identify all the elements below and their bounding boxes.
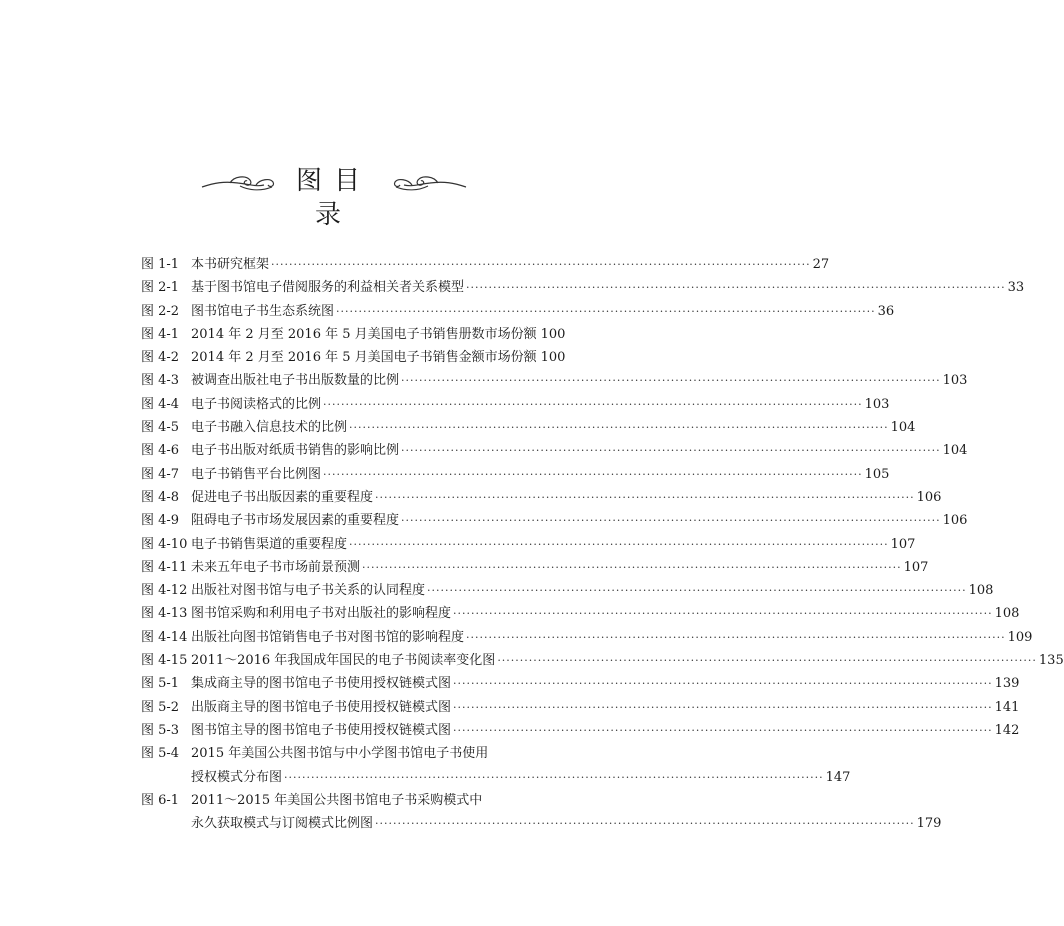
page-number: 100 [540,350,566,366]
leader-dots: ························································································································ [466,630,1006,644]
page-number: 107 [890,536,916,552]
page-number: 108 [968,583,994,599]
page-number: 147 [825,769,851,785]
leader-dots: ························································································································ [362,560,902,574]
figure-title: 出版商主导的图书馆电子书使用授权链模式图 [191,699,452,715]
leader-dots: ························································································································ [427,584,967,598]
figure-number: 图 4-10 [141,536,188,552]
leader-dots: ························································································································ [271,258,811,271]
right-ornament-icon [392,170,468,194]
figure-title: 2014 年 2 月至 2016 年 5 月美国电子书销售金额市场份额 [191,350,537,366]
page-number: 141 [994,699,1020,715]
figure-title: 集成商主导的图书馆电子书使用授权链模式图 [191,676,452,692]
leader-dots: ························································································································ [336,304,876,318]
figure-number: 图 4-12 [141,583,188,599]
page-number: 36 [877,303,895,319]
figure-title: 电子书出版对纸质书销售的影响比例 [191,443,400,459]
figure-number: 图 4-5 [141,420,180,436]
leader-dots: ························································································································ [375,817,915,831]
leader-dots: ························································································································ [349,537,889,551]
leader-dots: ························································································································ [453,723,993,737]
figure-title: 出版社向图书馆销售电子书对图书馆的影响程度 [191,629,465,645]
figure-title: 促进电子书出版因素的重要程度 [191,489,374,505]
figure-title: 图书馆电子书生态系统图 [191,303,335,319]
leader-dots: ························································································································ [453,677,993,691]
toc-entry[interactable] [141,253,830,276]
page-number: 33 [1007,280,1025,296]
toc-entry[interactable] [141,742,851,789]
figure-title: 电子书融入信息技术的比例 [191,420,348,436]
toc-entry[interactable] [141,393,890,416]
figure-title: 阻碍电子书市场发展因素的重要程度 [191,513,400,529]
toc-entry[interactable] [141,300,895,323]
toc-entry[interactable] [141,626,1033,649]
page-number: 179 [916,816,942,832]
figure-number: 图 4-11 [141,559,188,575]
figure-number: 图 4-9 [141,513,180,529]
page-number: 104 [890,420,916,436]
leader-dots: ························································································································ [323,397,863,411]
toc-entry[interactable] [141,509,968,532]
figure-title-continued: 授权模式分布图 [191,769,283,785]
figure-number: 图 4-4 [141,396,180,412]
page-number: 135 [1038,653,1064,669]
figure-number: 图 4-2 [141,350,180,366]
figure-number: 图 4-6 [141,443,180,459]
toc-entry[interactable] [141,672,1020,695]
toc-entry[interactable] [141,323,566,346]
page-number: 142 [994,722,1020,738]
figure-title: 2011～2015 年美国公共图书馆电子书采购模式中 [191,792,483,808]
page-number: 27 [812,257,830,272]
page-number: 100 [540,326,566,342]
figure-number: 图 4-8 [141,489,180,505]
figure-title-continued: 永久获取模式与订阅模式比例图 [191,816,374,832]
toc-entry[interactable] [141,556,929,579]
figure-number: 图 4-1 [141,326,180,342]
toc-entry[interactable] [141,439,968,462]
figure-number: 图 4-14 [141,629,188,645]
toc-entry[interactable] [141,789,942,836]
leader-dots: ························································································································ [497,654,1037,668]
figure-list [141,253,1064,835]
toc-entry[interactable] [141,696,1020,719]
leader-dots: ························································································································ [284,770,824,784]
figure-title: 基于图书馆电子借阅服务的利益相关者关系模型 [191,280,465,296]
leader-dots: ························································································································ [323,467,863,481]
figure-number: 图 1-1 [141,257,180,272]
toc-header [0,160,661,230]
toc-entry[interactable] [141,579,994,602]
toc-entry[interactable] [141,649,1064,672]
leader-dots: ························································································································ [349,421,889,435]
toc-entry[interactable] [141,416,916,439]
page-number: 139 [994,676,1020,692]
page-number: 106 [916,489,942,505]
toc-entry[interactable] [141,346,566,369]
page-number: 109 [1007,629,1033,645]
leader-dots: ························································································································ [453,700,993,714]
leader-dots: ························································································································ [401,374,941,388]
toc-entry[interactable] [141,719,1020,742]
figure-title: 电子书销售渠道的重要程度 [191,536,348,552]
page-number: 106 [942,513,968,529]
leader-dots: ························································································································ [466,281,1006,295]
left-ornament-icon [200,170,276,194]
figure-title: 2015 年美国公共图书馆与中小学图书馆电子书使用 [191,746,489,762]
figure-title: 电子书销售平台比例图 [191,466,322,482]
figure-title: 本书研究框架 [191,257,270,272]
toc-entry[interactable] [141,533,916,556]
toc-entry[interactable] [141,602,1020,625]
figure-number: 图 2-1 [141,280,180,296]
figure-number: 图 5-3 [141,722,180,738]
page-number: 108 [994,606,1020,622]
figure-title: 出版社对图书馆与电子书关系的认同程度 [191,583,426,599]
figure-number: 图 4-15 [141,653,188,669]
figure-number: 图 2-2 [141,303,180,319]
page-title: 图目录 [295,166,372,230]
leader-dots: ························································································································ [453,607,993,621]
page-number: 105 [864,466,890,482]
figure-number: 图 4-7 [141,466,180,482]
page-number: 103 [864,396,890,412]
toc-entry[interactable] [141,463,890,486]
page-number: 103 [942,373,968,389]
figure-number: 图 5-4 [141,746,180,762]
toc-entry[interactable] [141,276,1025,299]
figure-title: 未来五年电子书市场前景预测 [191,559,361,575]
figure-number: 图 4-3 [141,373,180,389]
figure-title: 2014 年 2 月至 2016 年 5 月美国电子书销售册数市场份额 [191,326,537,342]
page-number: 104 [942,443,968,459]
leader-dots: ························································································································ [401,514,941,528]
figure-number: 图 5-2 [141,699,180,715]
leader-dots: ························································································································ [401,444,941,458]
leader-dots: ························································································································ [375,490,915,504]
figure-title: 图书馆采购和利用电子书对出版社的影响程度 [191,606,452,622]
toc-entry[interactable] [141,369,968,392]
figure-number: 图 5-1 [141,676,180,692]
figure-title: 电子书阅读格式的比例 [191,396,322,412]
toc-entry[interactable] [141,486,942,509]
figure-number: 图 4-13 [141,606,188,622]
figure-title: 2011～2016 年我国成年国民的电子书阅读率变化图 [191,653,496,669]
figure-title: 被调查出版社电子书出版数量的比例 [191,373,400,389]
figure-title: 图书馆主导的图书馆电子书使用授权链模式图 [191,722,452,738]
figure-number: 图 6-1 [141,792,180,808]
page-number: 107 [903,559,929,575]
